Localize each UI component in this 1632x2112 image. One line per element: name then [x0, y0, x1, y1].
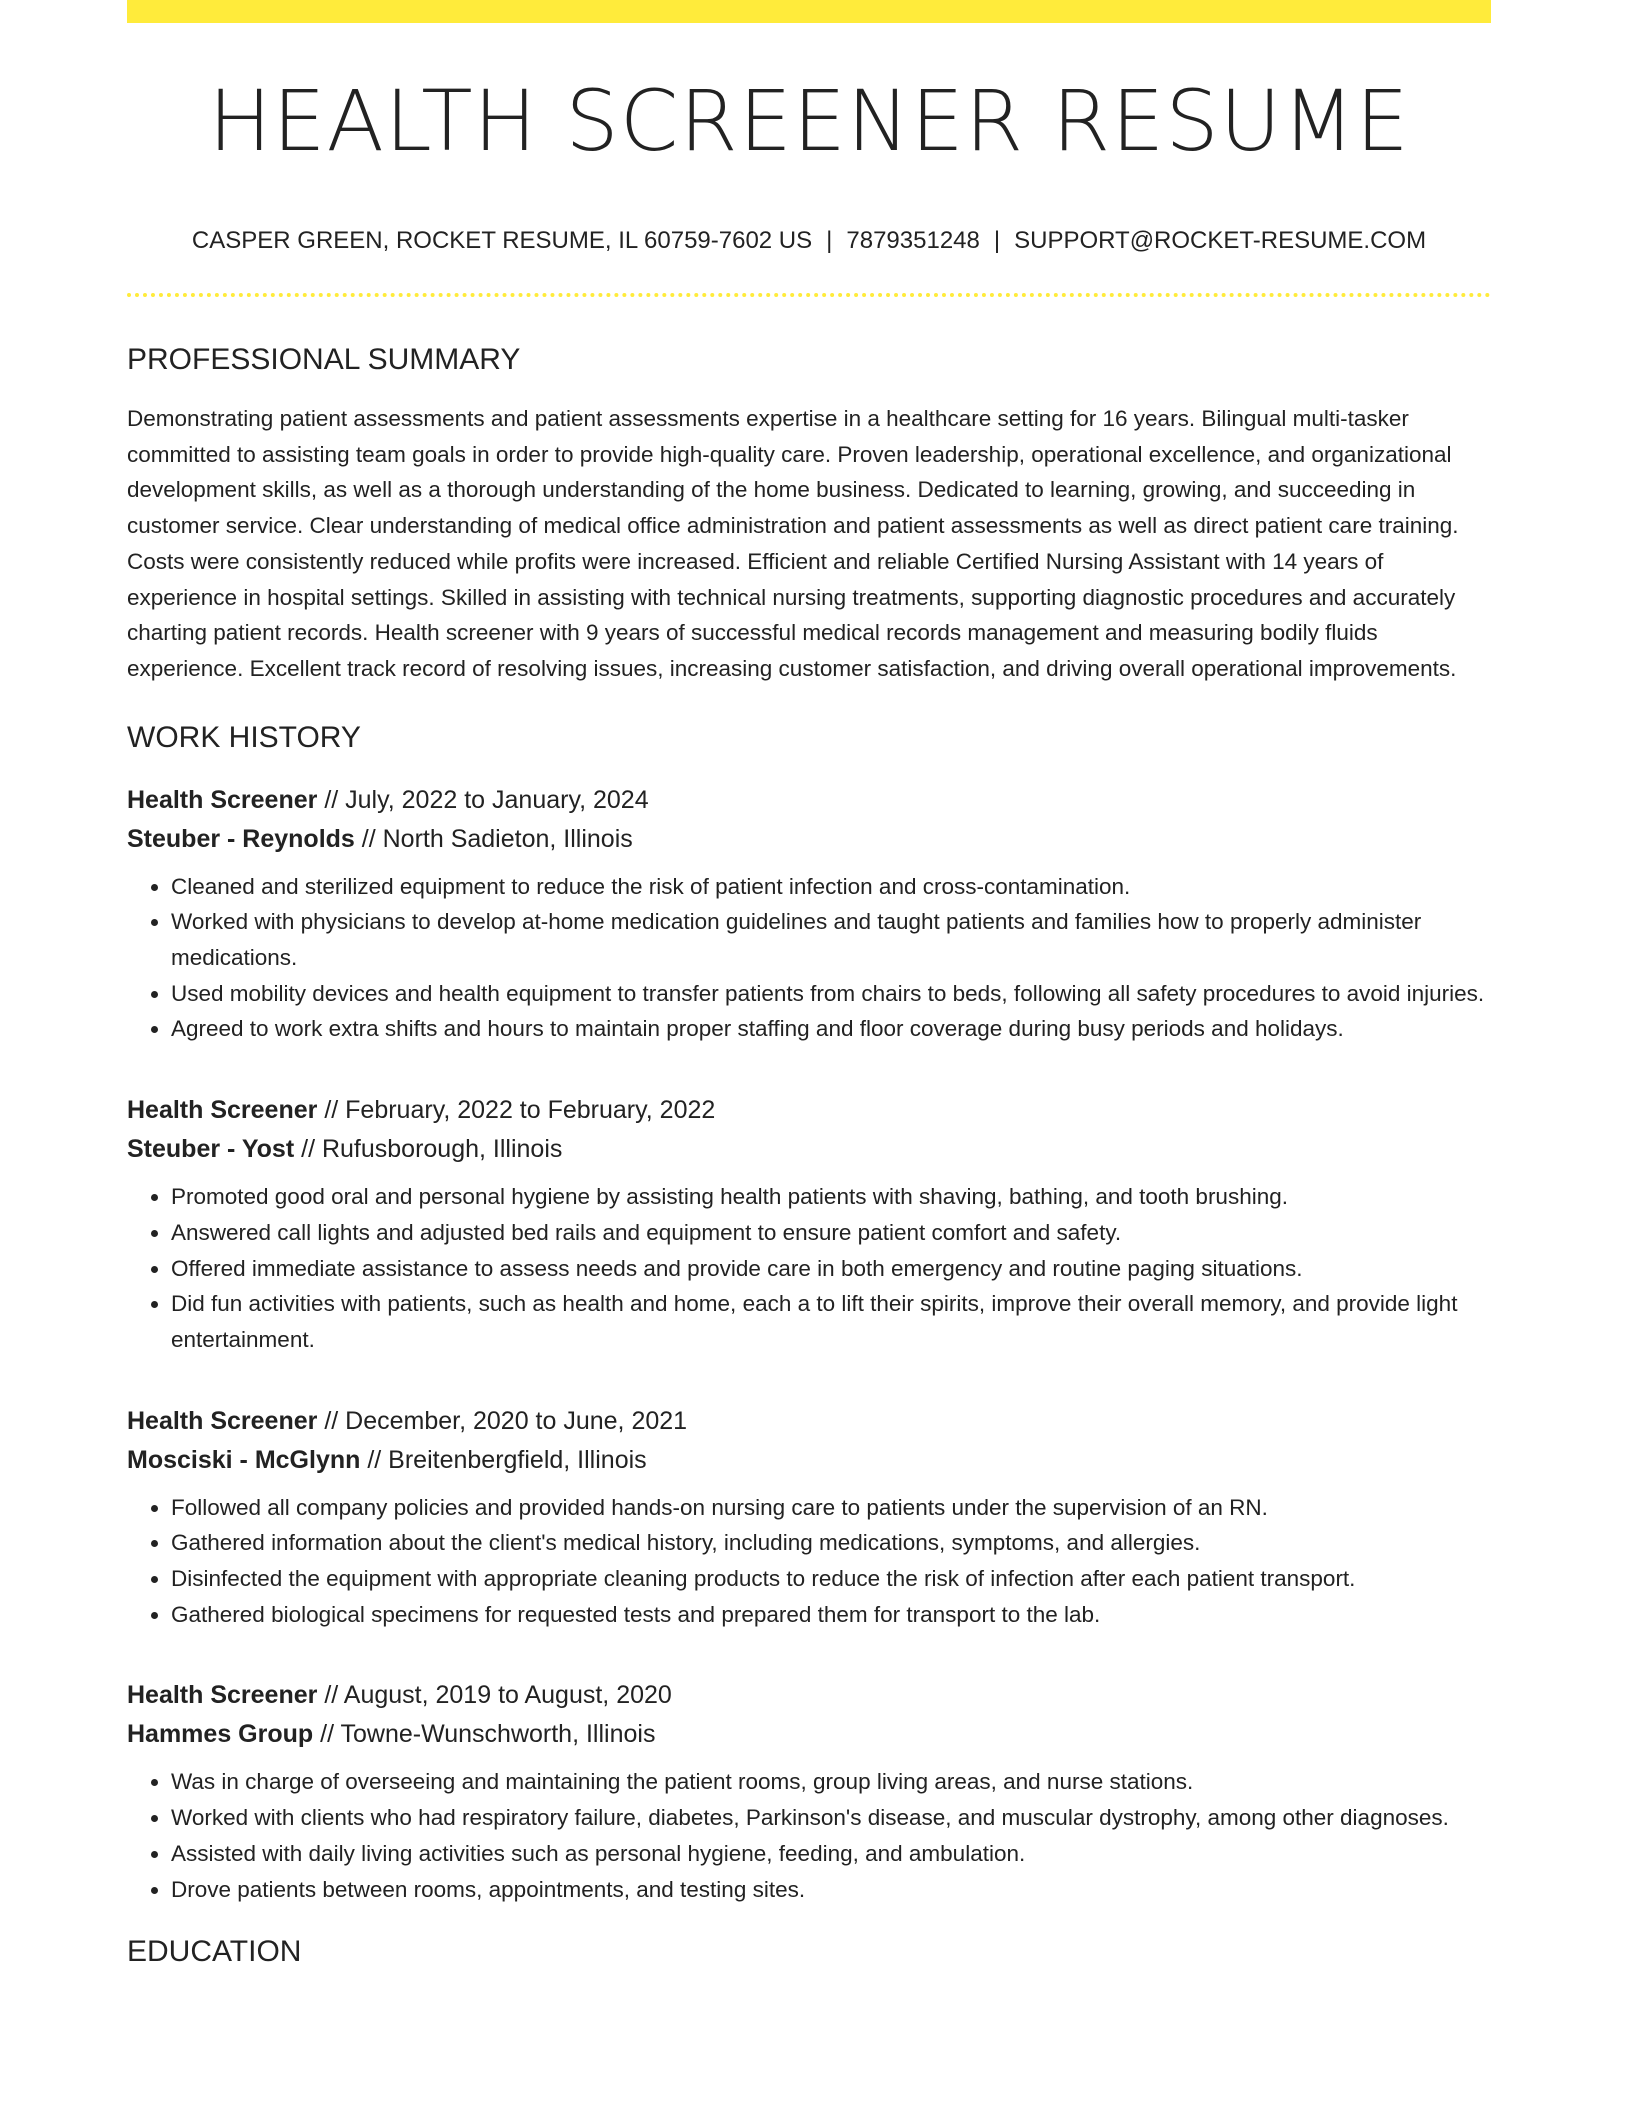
duty-item: • Gathered information about the client's medical history, including medications, symptoms, and allergies. — [171, 1525, 1491, 1561]
job-entry — [127, 1091, 1491, 1358]
duty-item: • Followed all company policies and provided hands-on nursing care to patients under the supervision of an RN. — [171, 1490, 1491, 1526]
contact-line — [127, 229, 1491, 253]
job-title-line — [127, 1091, 1491, 1130]
job-dates: // December, 2020 to June, 2021 — [317, 1406, 688, 1435]
job-location: // North Sadieton, Illinois — [354, 824, 633, 853]
summary-text: Demonstrating patient assessments and patient assessments expertise in a healthcare setting for 16 years. Bilingual multi-tasker committed to assisting team goals in order to provide high-quality care. Proven leadership, operational excellence, and organizational development skills, as well as a thorough understanding of the home business. Dedicated to learning, growing, and succeeding in customer service. Clear understanding of medical office administration and patient assessments as well as direct patient care training. Costs were consistently reduced while profits were increased. Efficient and reliable Certified Nursing Assistant with 14 years of experience in hospital settings. Skilled in assisting with technical nursing treatments, supporting diagnostic procedures and accurately charting patient records. Health screener with 9 years of successful medical records management and measuring bodily fluids experience. Excellent track record of resolving issues, increasing customer satisfaction, and driving overall operational improvements. — [127, 406, 1459, 681]
duty-item: • Drove patients between rooms, appointments, and testing sites. — [171, 1872, 1491, 1908]
job-company: Steuber - Yost — [127, 1135, 295, 1164]
job-company: Hammes Group — [127, 1720, 314, 1749]
contact-email: SUPPORT@ROCKET-RESUME.COM — [1014, 227, 1427, 254]
duty-list — [127, 869, 1491, 1048]
duty-item: • Promoted good oral and personal hygiene by assisting health patients with shaving, bathing, and tooth brushing. — [171, 1179, 1491, 1215]
contact-separator: | — [993, 227, 1001, 254]
dotted-divider — [127, 293, 1491, 297]
duty-item: • Disinfected the equipment with appropriate cleaning products to reduce the risk of infection after each patient transport. — [171, 1561, 1491, 1597]
duty-list — [127, 1179, 1491, 1358]
resume-page — [127, 0, 1491, 1967]
duty-item: • Was in charge of overseeing and maintaining the patient rooms, group living areas, and nurse stations. — [171, 1764, 1491, 1800]
job-dates: // July, 2022 to January, 2024 — [317, 785, 649, 814]
job-dates: // August, 2019 to August, 2020 — [317, 1681, 672, 1710]
job-title: Health Screener — [127, 1681, 318, 1710]
duty-item: • Used mobility devices and health equipment to transfer patients from chairs to beds, following all safety procedures to avoid injuries. — [171, 976, 1491, 1012]
duty-item: • Assisted with daily living activities such as personal hygiene, feeding, and ambulation. — [171, 1836, 1491, 1872]
accent-bar — [127, 0, 1491, 23]
duty-item: • Worked with physicians to develop at-home medication guidelines and taught patients and families how to properly administer medications. — [171, 904, 1491, 975]
job-title: Health Screener — [127, 785, 318, 814]
education-heading: EDUCATION — [127, 1935, 302, 1969]
duty-list — [127, 1764, 1491, 1907]
contact-address: CASPER GREEN, ROCKET RESUME, IL 60759-7602 US — [191, 227, 813, 254]
duty-item: • Worked with clients who had respiratory failure, diabetes, Parkinson's disease, and muscular dystrophy, among other diagnoses. — [171, 1800, 1491, 1836]
work-history-heading: WORK HISTORY — [127, 720, 361, 754]
job-location: // Towne-Wunschworth, Illinois — [313, 1720, 656, 1749]
job-title-line — [127, 1676, 1491, 1715]
duty-item: • Agreed to work extra shifts and hours to maintain proper staffing and floor coverage during busy periods and holidays. — [171, 1011, 1491, 1047]
job-location: // Breitenbergfield, Illinois — [360, 1445, 647, 1474]
job-title: Health Screener — [127, 1096, 318, 1125]
summary-heading: PROFESSIONAL SUMMARY — [127, 343, 521, 376]
duty-item: • Offered immediate assistance to assess needs and provide care in both emergency and routine paging situations. — [171, 1251, 1491, 1287]
duty-item: • Answered call lights and adjusted bed rails and equipment to ensure patient comfort and safety. — [171, 1215, 1491, 1251]
job-title-line — [127, 1402, 1491, 1441]
job-location: // Rufusborough, Illinois — [294, 1135, 563, 1164]
duty-item: • Cleaned and sterilized equipment to reduce the risk of patient infection and cross-contamination. — [171, 869, 1491, 905]
job-company-line — [127, 820, 1491, 859]
contact-separator: | — [826, 227, 833, 254]
job-dates: // February, 2022 to February, 2022 — [317, 1096, 716, 1125]
job-company-line — [127, 1130, 1491, 1169]
resume-title: HEALTH SCREENER RESUME — [208, 72, 1410, 170]
job-title: Health Screener — [127, 1406, 318, 1435]
duty-list — [127, 1490, 1491, 1633]
job-entry — [127, 1676, 1491, 1907]
contact-phone: 7879351248 — [846, 227, 980, 254]
job-company: Steuber - Reynolds — [127, 824, 355, 853]
duty-item: • Did fun activities with patients, such as health and home, each a to lift their spirits, improve their overall memory, and provide light entertainment. — [171, 1286, 1491, 1357]
job-title-line — [127, 781, 1491, 820]
job-entry — [127, 781, 1491, 1048]
job-company: Mosciski - McGlynn — [127, 1445, 361, 1474]
job-company-line — [127, 1441, 1491, 1480]
duty-item: • Gathered biological specimens for requested tests and prepared them for transport to the lab. — [171, 1597, 1491, 1633]
job-entry — [127, 1402, 1491, 1633]
job-company-line — [127, 1715, 1491, 1754]
